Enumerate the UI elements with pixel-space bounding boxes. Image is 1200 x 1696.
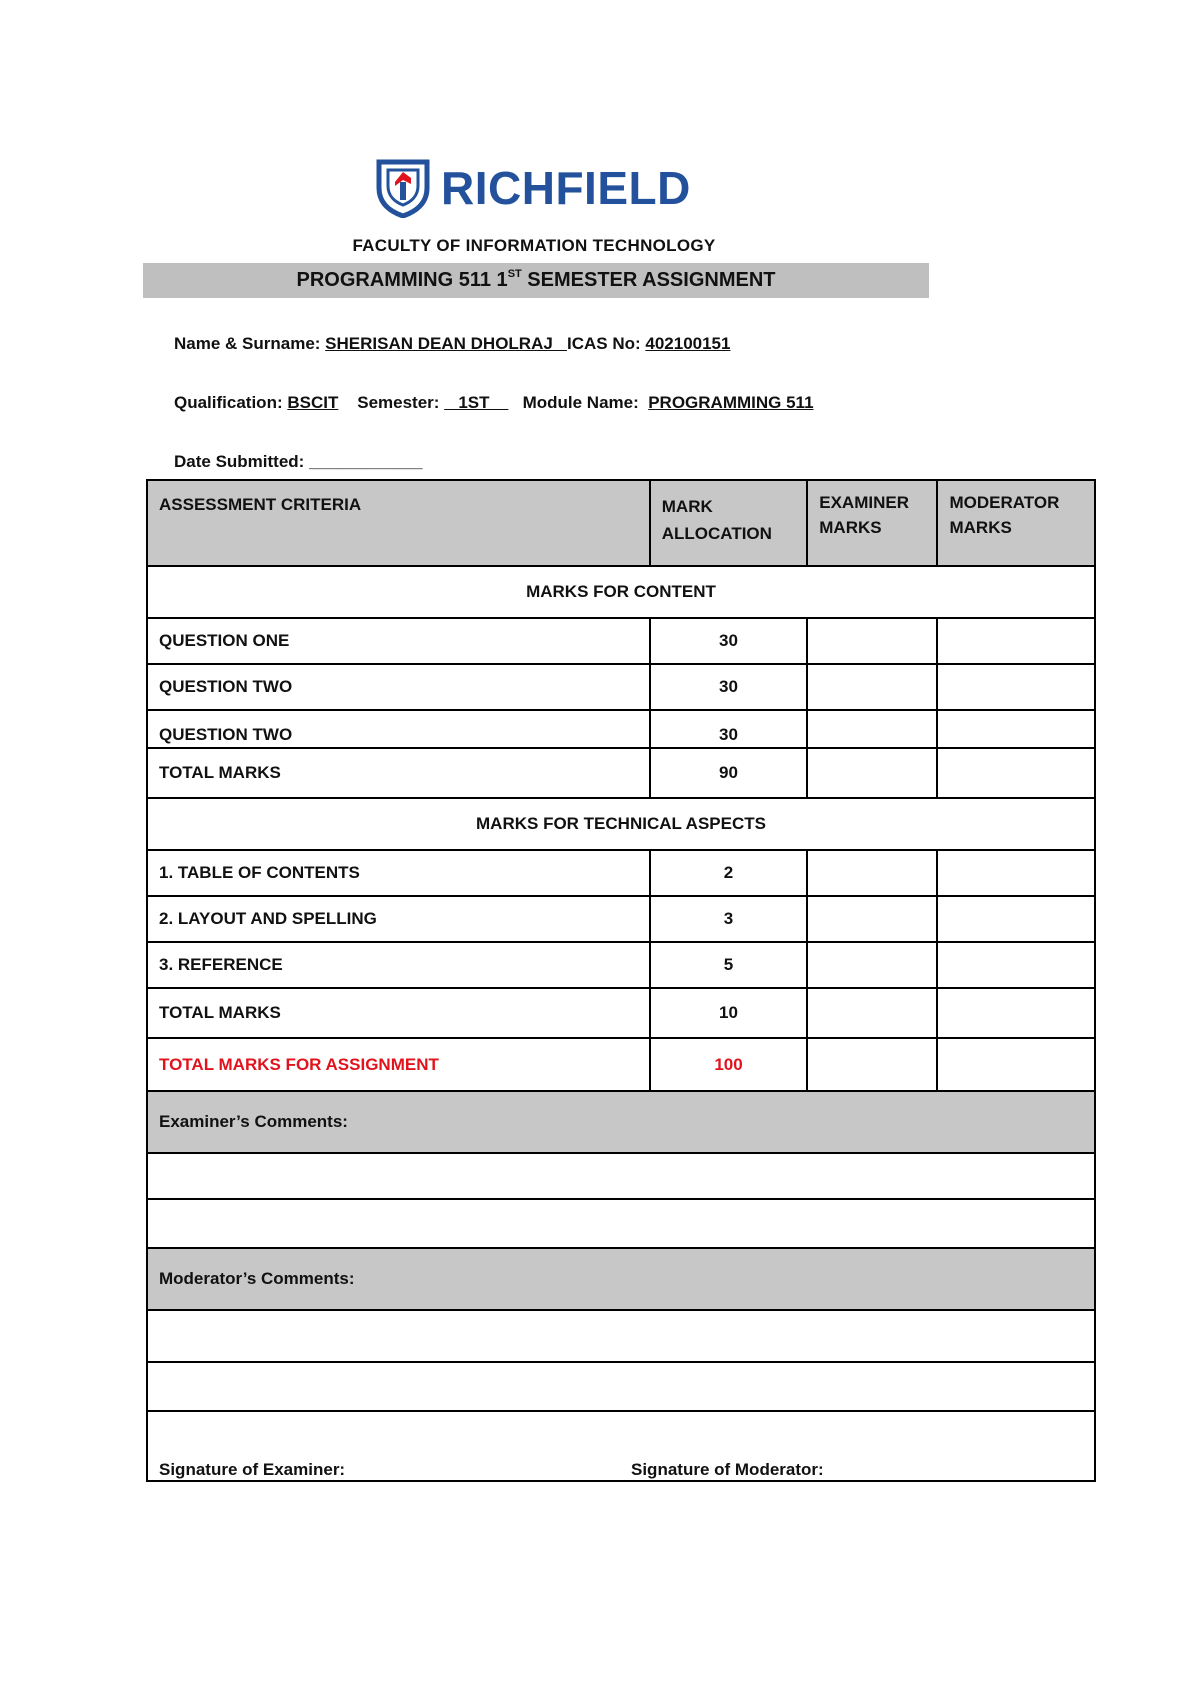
header-mark-allocation: MARK ALLOCATION xyxy=(650,480,807,566)
date-submitted-line xyxy=(174,452,423,472)
qualification-line xyxy=(174,393,814,413)
technical-total-mark: 10 xyxy=(650,988,807,1038)
name-label: Name & Surname: xyxy=(174,334,326,353)
qualification-label: Qualification: xyxy=(174,393,288,412)
row-mark: 5 xyxy=(650,942,807,988)
moderator-signature-label: Signature of Moderator: xyxy=(631,1460,824,1479)
moderator-comment-line xyxy=(147,1310,1095,1362)
moderator-mark-cell[interactable] xyxy=(937,1038,1095,1091)
module-label: Module Name: xyxy=(508,393,649,412)
row-mark: 30 xyxy=(650,618,807,664)
header-moderator-marks: MODERATOR MARKS xyxy=(937,480,1095,566)
icas-value: 402100151 xyxy=(645,334,731,353)
examiner-mark-cell[interactable] xyxy=(807,618,937,664)
row-criteria: 3. REFERENCE xyxy=(147,942,650,988)
examiner-mark-cell[interactable] xyxy=(807,896,937,942)
row-mark: 2 xyxy=(650,850,807,896)
table-row xyxy=(147,896,1095,942)
moderator-mark-cell[interactable] xyxy=(937,710,1095,748)
module-value: PROGRAMMING 511 xyxy=(648,393,814,412)
section-content xyxy=(147,566,1095,618)
examiner-mark-cell[interactable] xyxy=(807,942,937,988)
grand-total-row xyxy=(147,1038,1095,1091)
row-criteria: QUESTION TWO xyxy=(147,664,650,710)
moderator-mark-cell[interactable] xyxy=(937,896,1095,942)
icas-label: ICAS No: xyxy=(566,334,646,353)
semester-label: Semester: xyxy=(338,393,445,412)
comment-field[interactable] xyxy=(147,1199,1095,1248)
moderator-comments-header xyxy=(147,1248,1095,1310)
moderator-mark-cell[interactable] xyxy=(937,748,1095,798)
examiner-comment-line xyxy=(147,1153,1095,1199)
section-technical-label: MARKS FOR TECHNICAL ASPECTS xyxy=(147,798,1095,850)
examiner-mark-cell[interactable] xyxy=(807,710,937,748)
student-name-line xyxy=(174,334,730,354)
qualification-value: BSCIT xyxy=(287,393,339,412)
table-row xyxy=(147,664,1095,710)
row-criteria: QUESTION ONE xyxy=(147,618,650,664)
moderator-comments-label: Moderator’s Comments: xyxy=(147,1248,1095,1310)
comment-field[interactable] xyxy=(147,1153,1095,1199)
table-row xyxy=(147,942,1095,988)
examiner-mark-cell[interactable] xyxy=(807,988,937,1038)
examiner-comment-line xyxy=(147,1199,1095,1248)
examiner-comments-header xyxy=(147,1091,1095,1153)
content-total-label: TOTAL MARKS xyxy=(147,748,650,798)
moderator-mark-cell[interactable] xyxy=(937,942,1095,988)
grand-total-mark: 100 xyxy=(650,1038,807,1091)
table-header xyxy=(147,480,1095,566)
moderator-mark-cell[interactable] xyxy=(937,664,1095,710)
technical-total-row xyxy=(147,988,1095,1038)
grand-total-label: TOTAL MARKS FOR ASSIGNMENT xyxy=(147,1038,650,1091)
technical-total-label: TOTAL MARKS xyxy=(147,988,650,1038)
content-total-row xyxy=(147,748,1095,798)
signature-row xyxy=(147,1411,1095,1481)
assessment-table xyxy=(146,479,1096,1482)
examiner-mark-cell[interactable] xyxy=(807,850,937,896)
logo-wordmark: RICHFIELD xyxy=(441,162,691,214)
examiner-mark-cell[interactable] xyxy=(807,748,937,798)
table-row xyxy=(147,618,1095,664)
examiner-signature-label: Signature of Examiner: xyxy=(159,1460,346,1479)
row-criteria: QUESTION TWO xyxy=(147,710,650,748)
comment-field[interactable] xyxy=(147,1310,1095,1362)
content-total-mark: 90 xyxy=(650,748,807,798)
assignment-title: PROGRAMMING 511 1ST SEMESTER ASSIGNMENT xyxy=(143,263,929,298)
section-content-label: MARKS FOR CONTENT xyxy=(147,566,1095,618)
table-row xyxy=(147,850,1095,896)
signature-cell xyxy=(147,1411,1095,1481)
row-criteria: 2. LAYOUT AND SPELLING xyxy=(147,896,650,942)
section-technical xyxy=(147,798,1095,850)
moderator-mark-cell[interactable] xyxy=(937,850,1095,896)
row-mark: 3 xyxy=(650,896,807,942)
header-criteria: ASSESSMENT CRITERIA xyxy=(147,480,650,566)
table-row xyxy=(147,710,1095,748)
examiner-mark-cell[interactable] xyxy=(807,664,937,710)
examiner-comments-label: Examiner’s Comments: xyxy=(147,1091,1095,1153)
name-value: SHERISAN DEAN DHOLRAJ xyxy=(325,334,567,353)
examiner-mark-cell[interactable] xyxy=(807,1038,937,1091)
semester-value: 1ST xyxy=(444,393,509,412)
moderator-comment-line xyxy=(147,1362,1095,1411)
header-examiner-marks: EXAMINER MARKS xyxy=(807,480,937,566)
date-value: ____________ xyxy=(309,452,423,471)
faculty-heading: FACULTY OF INFORMATION TECHNOLOGY xyxy=(352,236,716,255)
date-label: Date Submitted: xyxy=(174,452,310,471)
moderator-mark-cell[interactable] xyxy=(937,618,1095,664)
row-criteria: 1. TABLE OF CONTENTS xyxy=(147,850,650,896)
moderator-mark-cell[interactable] xyxy=(937,988,1095,1038)
richfield-logo xyxy=(375,158,691,218)
comment-field[interactable] xyxy=(147,1362,1095,1411)
row-mark: 30 xyxy=(650,664,807,710)
row-mark: 30 xyxy=(650,710,807,748)
shield-logo-icon xyxy=(375,158,431,218)
